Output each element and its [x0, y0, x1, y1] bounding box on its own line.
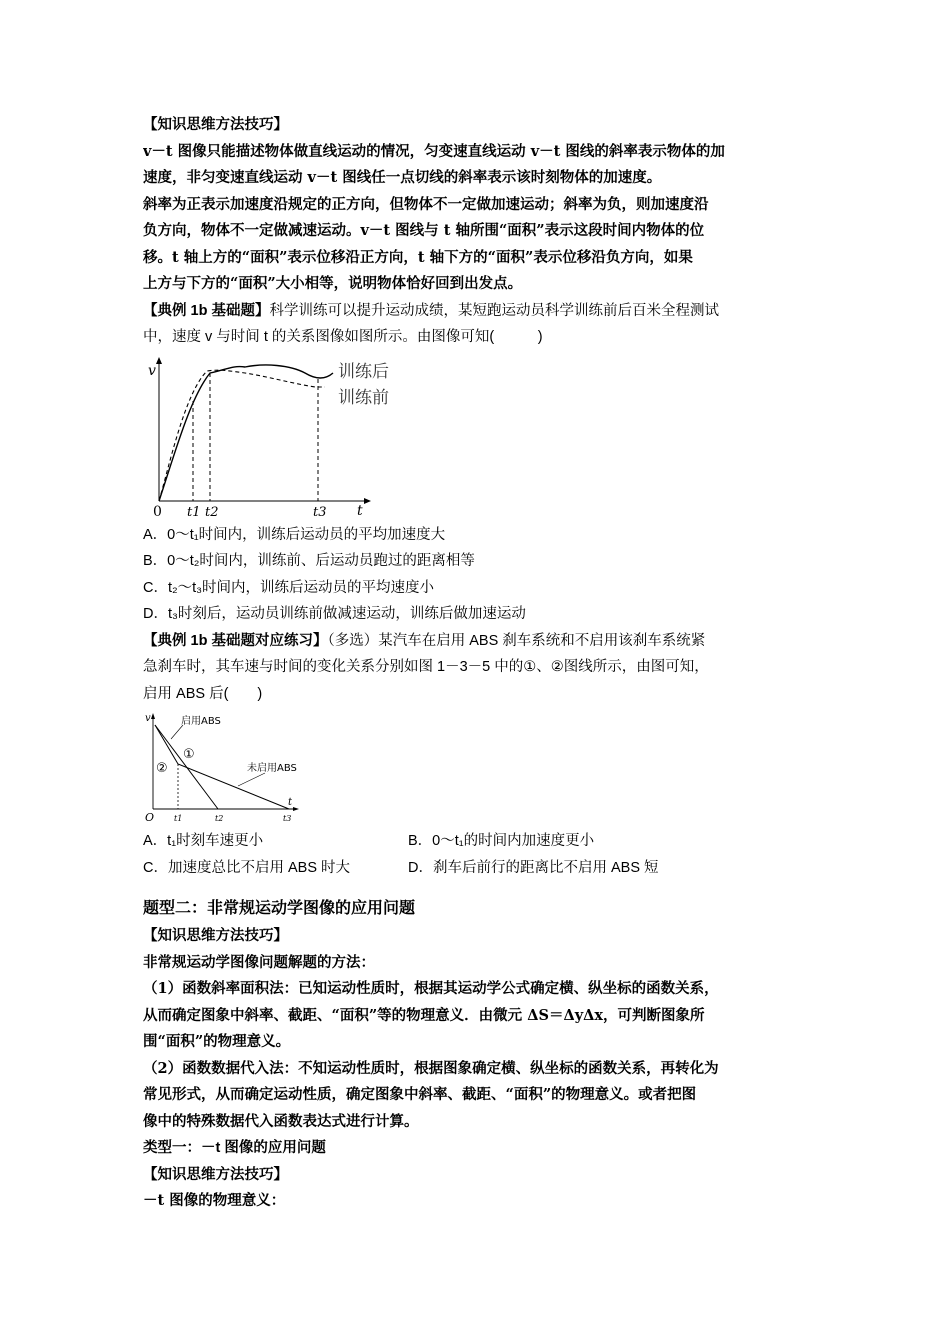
text-line: 像中的特殊数据代入函数表达式进行计算。 [143, 1112, 419, 1130]
options-row-ab [143, 828, 813, 855]
text-line: 负方向，物体不一定做减速运动。v－t 图线与 t 轴所围“面积”表示这段时间内物体的位 [143, 222, 705, 239]
text-line: 围“面积”的物理意义。 [143, 1033, 291, 1050]
label-without-abs: 未启用ABS [247, 763, 297, 774]
option-b[interactable]: B．0～t₁的时间内加速度更小 [408, 833, 595, 849]
legend-before-training: 训练前 [338, 387, 389, 408]
option-d[interactable]: D．t₃时刻后，运动员训练前做减速运动，训练后做加速运动 [143, 606, 526, 622]
practice-question-line: 急刹车时，其车速与时间的变化关系分别如图 1－3－5 中的①、②图线所示，由图可知， [143, 659, 709, 675]
curve-1-label: ① [183, 747, 195, 762]
vt-graph-training [145, 353, 405, 518]
y-axis-label: v [145, 713, 151, 724]
tick-label-t3: t3 [313, 504, 327, 518]
example-tag: 【典例 1b 基础题】 [143, 302, 270, 319]
vt-graph-svg [145, 353, 405, 518]
x-axis-label: t [288, 797, 293, 808]
abs-graph-svg [143, 711, 303, 826]
origin-label: O [145, 811, 155, 824]
tick-label-t2: t2 [205, 504, 219, 518]
text-line: （2）函数数据代入法：不知运动性质时，根据图象确定横、纵坐标的函数关系，再转化为 [143, 1059, 719, 1077]
section-heading: 【知识思维方法技巧】 [143, 117, 288, 133]
text-line: 上方与下方的“面积”大小相等，说明物体恰好回到出发点。 [143, 275, 523, 292]
option-b[interactable]: B．0～t₂时间内，训练前、后运动员跑过的距离相等 [143, 553, 475, 569]
tick-label-t2: t2 [215, 814, 224, 823]
text-line: v－t 图像只能描述物体做直线运动的情况，匀变速直线运动 v－t 图线的斜率表示物体的加 [143, 142, 725, 160]
practice-question-line: 启用 ABS 后( ) [143, 685, 263, 702]
y-axis-label: v [148, 362, 156, 379]
text-line: （1）函数斜率面积法：已知运动性质时，根据其运动学公式确定横、纵坐标的函数关系， [143, 980, 719, 997]
tick-label-t1: t1 [174, 814, 183, 823]
options-row-cd [143, 855, 813, 882]
section-heading: 【知识思维方法技巧】 [143, 928, 288, 944]
origin-label: 0 [153, 503, 162, 518]
curve-2-label: ② [156, 761, 168, 776]
section-title: 题型二：非常规运动学图像的应用问题 [143, 900, 416, 917]
option-a[interactable]: A．t₁时刻车速更小 [143, 833, 264, 849]
example-question-line: 中，速度 v 与时间 t 的关系图像如图所示。由图像可知( ) [143, 329, 543, 345]
practice-tag: 【典例 1b 基础题对应练习】 [143, 632, 328, 649]
option-c[interactable]: C．t₂～t₃时间内，训练后运动员的平均速度小 [143, 579, 435, 596]
text-line: －t 图像的物理意义： [143, 1192, 286, 1209]
text-line: 从而确定图象中斜率、截距、“面积”等的物理意义．由微元 ΔS＝ΔyΔx，可判断图象所 [143, 1006, 705, 1024]
vt-graph-abs [143, 711, 303, 826]
text-line: 速度，非匀变速直线运动 v－t 图线任一点切线的斜率表示该时刻物体的加速度。 [143, 169, 662, 186]
tick-label-t1: t1 [187, 504, 201, 518]
tick-label-t3: t3 [283, 814, 292, 823]
text-line: 常见形式，从而确定运动性质，确定图象中斜率、截距、“面积”的物理意义。或者把图 [143, 1086, 697, 1103]
x-axis-label: t [357, 502, 363, 518]
text-line: 斜率为正表示加速度沿规定的正方向，但物体不一定做加速运动；斜率为负，则加速度沿 [143, 195, 709, 213]
option-c[interactable]: C．加速度总比不启用 ABS 时大 [143, 859, 351, 876]
type-title: 类型一：－t 图像的应用问题 [143, 1140, 326, 1156]
label-with-abs: 启用ABS [181, 716, 221, 727]
practice-question-line [143, 628, 813, 655]
legend-after-training: 训练后 [338, 361, 389, 382]
option-d[interactable]: D．刹车后前行的距离比不启用 ABS 短 [408, 859, 659, 876]
practice-text: （多选）某汽车在启用 ABS 刹车系统和不启用该刹车系统紧 [327, 632, 706, 649]
example-text: 科学训练可以提升运动成绩，某短跑运动员科学训练前后百米全程测试 [269, 302, 719, 319]
option-a[interactable]: A．0～t₁时间内，训练后运动员的平均加速度大 [143, 526, 446, 543]
text-line: 移。t 轴上方的“面积”表示位移沿正方向，t 轴下方的“面积”表示位移沿负方向，如果 [143, 248, 693, 266]
section-heading: 【知识思维方法技巧】 [143, 1166, 288, 1183]
document-page [143, 112, 813, 1215]
text-line: 非常规运动学图像问题解题的方法： [143, 953, 375, 971]
example-question-line [143, 298, 813, 325]
